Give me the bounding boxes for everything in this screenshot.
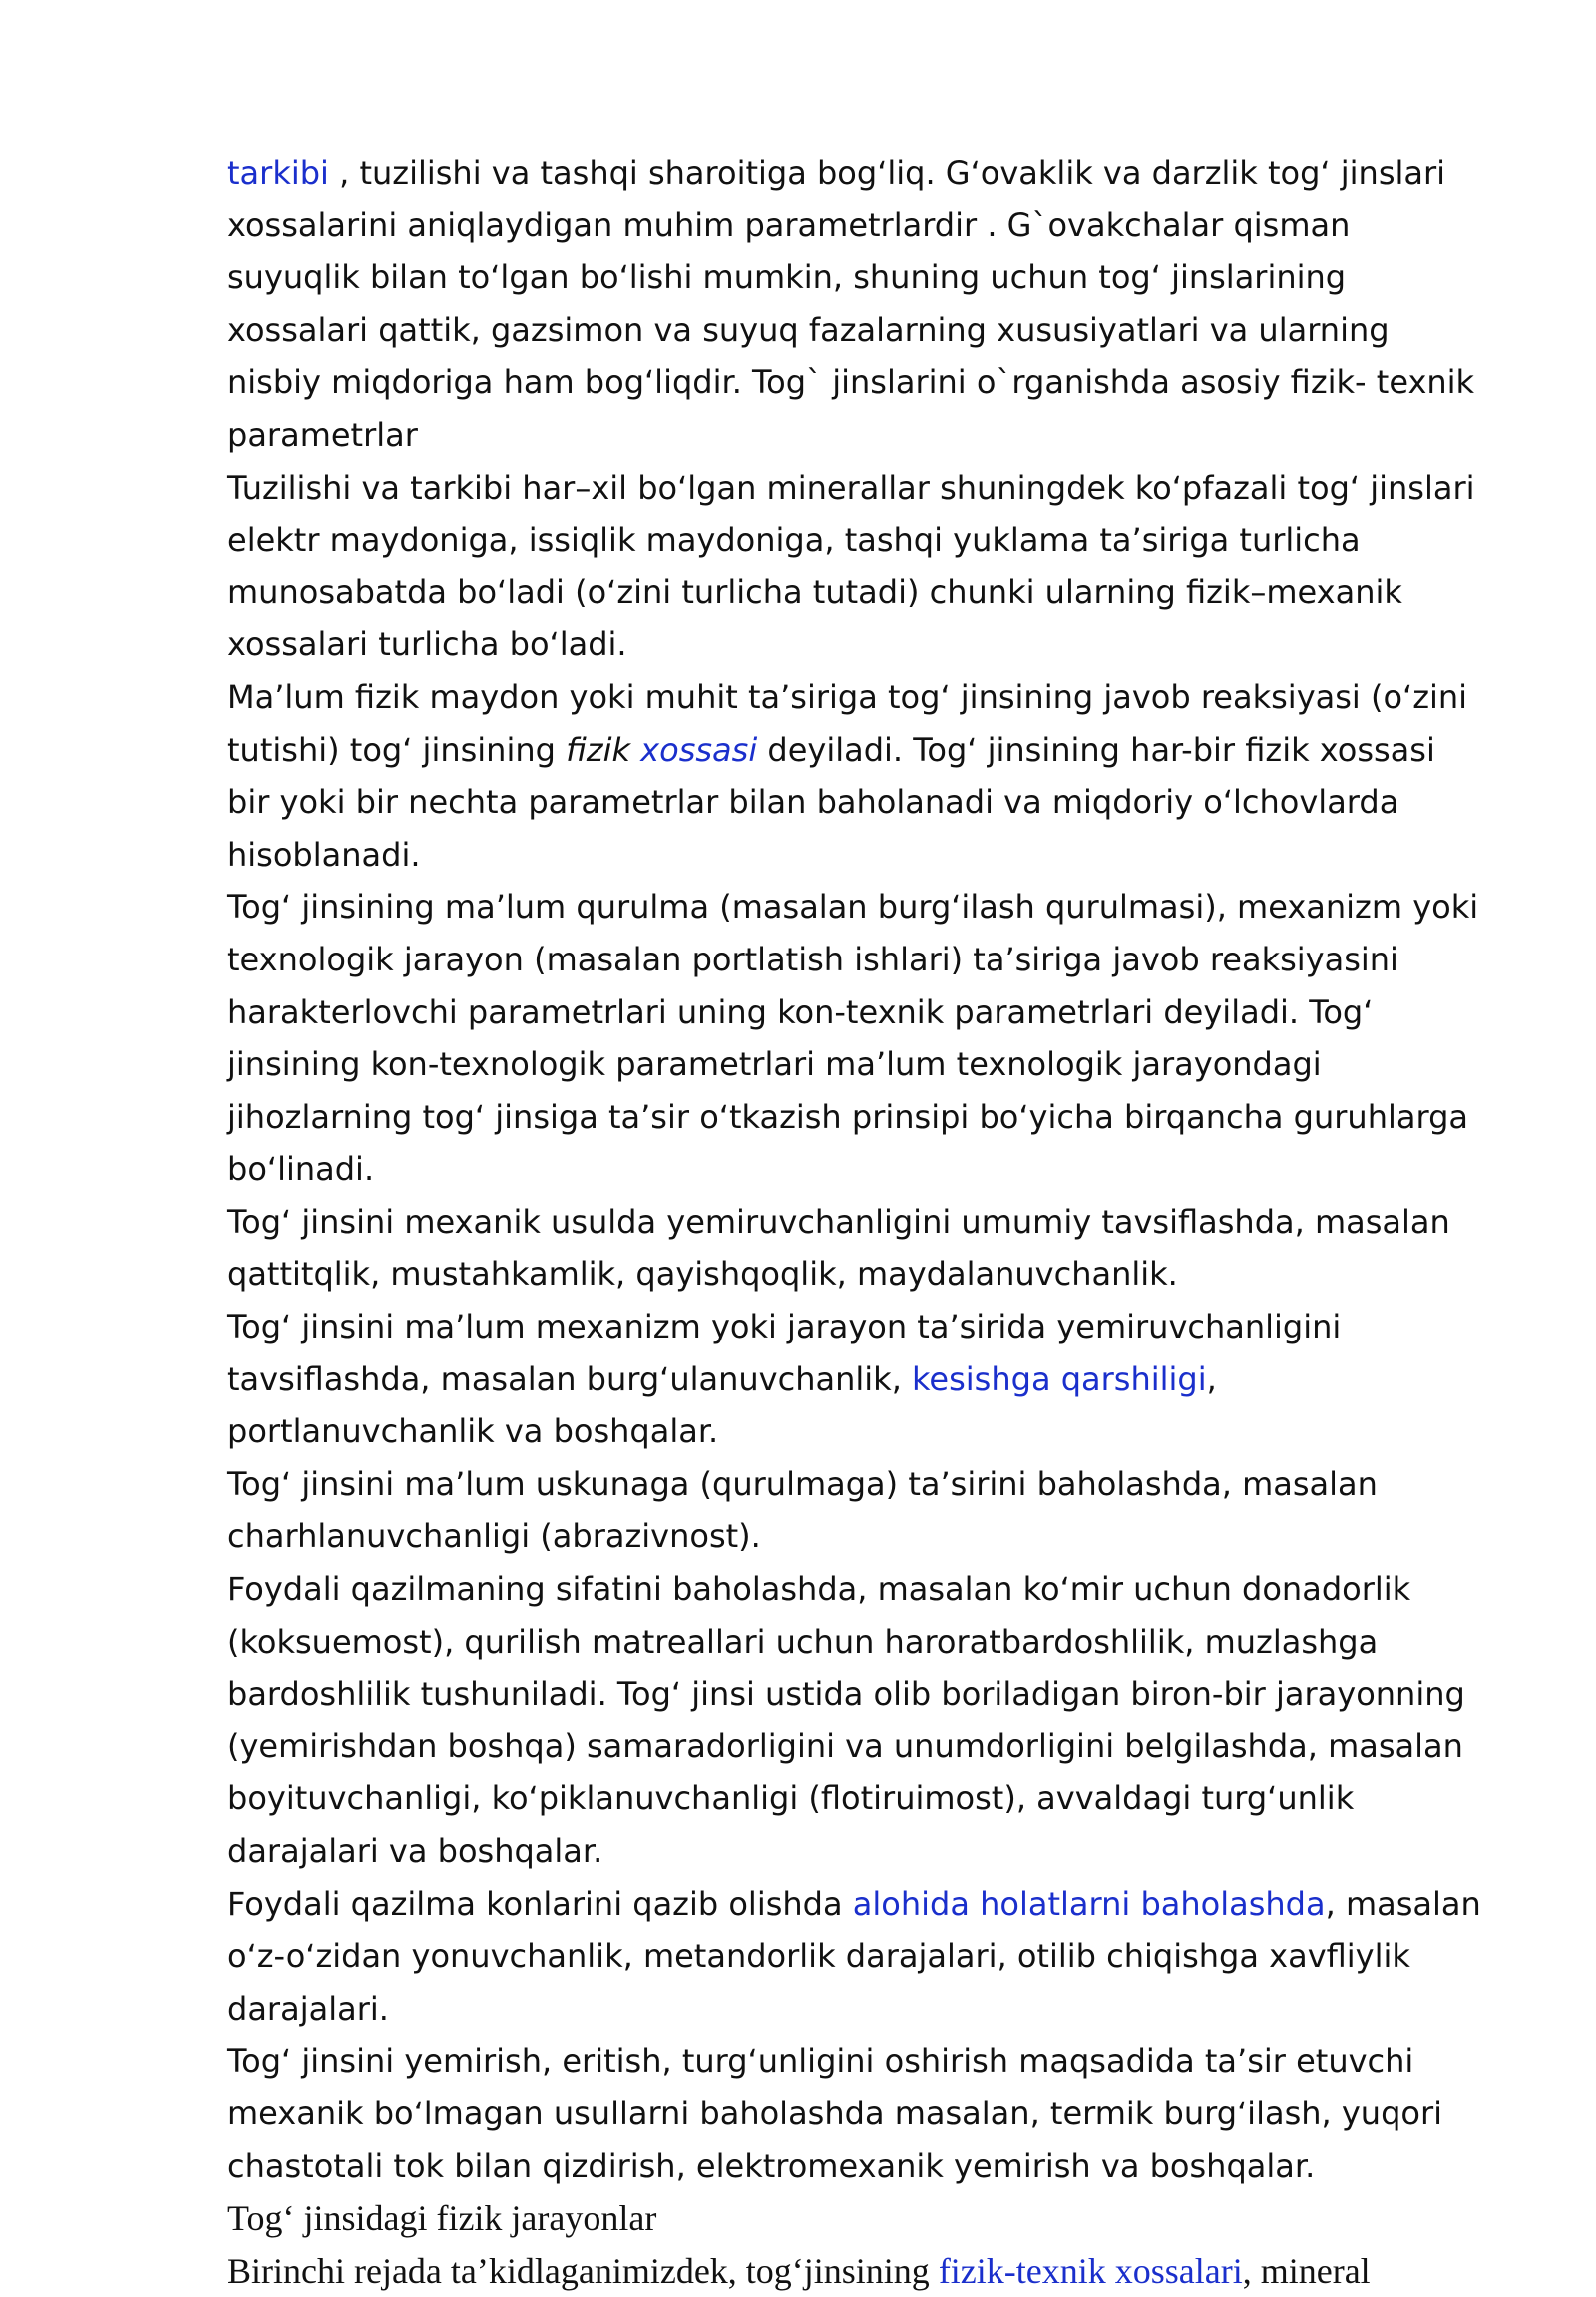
paragraph-1: [227, 147, 1484, 462]
paragraph-12-text-a: Birinchi rejada ta’kidlaganimizdek, tog‘jinsining: [227, 2250, 939, 2291]
paragraph-9-text-b: , masalan o‘z-o‘zidan yonuvchanlik, metandorlik darajalari, otilib chiqishga xavfliylik darajalari.: [227, 1884, 1481, 2028]
paragraph-6-text-a: Tog‘ jinsini ma’lum mexanizm yoki jarayon ta’sirida yemiruvchanligini tavsiflashda, masalan burg‘ulanuvchanlik,: [227, 1308, 1342, 1398]
paragraph-3: [227, 671, 1484, 881]
paragraph-3-text-a: Ma’lum fizik maydon yoki muhit ta’siriga tog‘ jinsining javob reaksiyasi (o‘zini tutishi) tog‘ jinsining: [227, 677, 1468, 769]
paragraph-3-text-b: deyiladi. Tog‘ jinsining har-bir fizik xossasi bir yoki bir nechta parametrlar bilan baholanadi va miqdoriy o‘lchovlarda hisoblanadi.: [227, 730, 1435, 874]
link-alohida-holatlarni[interactable]: alohida holatlarni baholashda: [852, 1884, 1326, 1923]
paragraph-1-text: , tuzilishi va tashqi sharoitiga bog‘liq. G‘ovaklik va darzlik tog‘ jinslari xossalarini aniqlaydigan muhim parametrlardir . G`ovakchalar qisman suyuqlik bilan to‘lgan bo‘lishi mumkin, shuning uchun tog‘ jinslarining xossalari qattik, gazsimon va suyuq fazalarning xususiyatlari va ularning nisbiy miqdoriga ham bog‘liqdir. Tog` jinslarini o`rganishda asosiy fizik- texnik parametrlar: [227, 154, 1475, 454]
link-tarkibi[interactable]: tarkibi: [227, 154, 329, 191]
paragraph-9: [227, 1878, 1484, 2036]
paragraph-12-text-b: , mineral: [1242, 2250, 1371, 2291]
section-heading: Tog‘ jinsidagi fizik jarayonlar: [227, 2198, 657, 2239]
link-kesishga-qarshiligi[interactable]: kesishga qarshiligi: [912, 1359, 1207, 1398]
paragraph-10: Tog‘ jinsini yemirish, eritish, turg‘unligini oshirish maqsadida ta’sir etuvchi mexanik bo‘lmagan usullarni baholashda masalan, termik burg‘ilash, yuqori chastotali tok bilan qizdirish, elektromexanik yemirish va boshqalar.: [227, 2042, 1443, 2185]
paragraph-5: Tog‘ jinsini mexanik usulda yemiruvchanligini umumiy tavsiflashda, masalan qattitqlik, mustahkamlik, qayishqoqlik, maydalanuvchanlik.: [227, 1202, 1450, 1294]
paragraph-12: [227, 2245, 1484, 2297]
term-fizik: fizik: [566, 730, 630, 769]
paragraph-7: Tog‘ jinsini ma’lum uskunaga (qurulmaga) ta’sirini baholashda, masalan charhlanuvchanligi (abrazivnost).: [227, 1464, 1378, 1556]
document-body: [227, 147, 1484, 2297]
paragraph-2: Tuzilishi va tarkibi har–xil bo‘lgan minerallar shuningdek ko‘pfazali tog‘ jinslari elektr maydoniga, issiqlik maydoniga, tashqi yuklama ta’siriga turlicha munosabatda bo‘ladi (o‘zini turlicha tutadi) chunki ularning fizik–mexanik xossalari turlicha bo‘ladi.: [227, 468, 1475, 664]
paragraph-4: Tog‘ jinsining ma’lum qurulma (masalan burg‘ilash qurulmasi), mexanizm yoki texnologik jarayon (masalan portlatish ishlari) ta’siriga javob reaksiyasini harakterlovchi parametrlari uning kon-texnik parametrlari deyiladi. Tog‘ jinsining kon-texnologik parametrlari ma’lum texnologik jarayondagi jihozlarning tog‘ jinsiga ta’sir o‘tkazish prinsipi bo‘yicha birqancha guruhlarga bo‘linadi.: [227, 888, 1479, 1189]
link-fizik-texnik-xossalari[interactable]: fizik-texnik xossalari: [938, 2250, 1243, 2291]
paragraph-8: Foydali qazilmaning sifatini baholashda, masalan ko‘mir uchun donadorlik (koksuemost), qurilish matreallari uchun haroratbardoshlilik, muzlashga bardoshlilik tushuniladi. Tog‘ jinsi ustida olib boriladigan biron-bir jarayonning (yemirishdan boshqa) samaradorligini va unumdorligini belgilashda, masalan boyituvchanligi, ko‘piklanuvchanligi (flotiruimost), avvaldagi turg‘unlik darajalari va boshqalar.: [227, 1570, 1465, 1870]
paragraph-6: [227, 1301, 1484, 1458]
paragraph-6-text-b: , portlanuvchanlik va boshqalar.: [227, 1359, 1217, 1451]
paragraph-9-text-a: Foydali qazilma konlarini qazib olishda: [227, 1884, 853, 1923]
link-xossasi[interactable]: xossasi: [640, 730, 758, 769]
